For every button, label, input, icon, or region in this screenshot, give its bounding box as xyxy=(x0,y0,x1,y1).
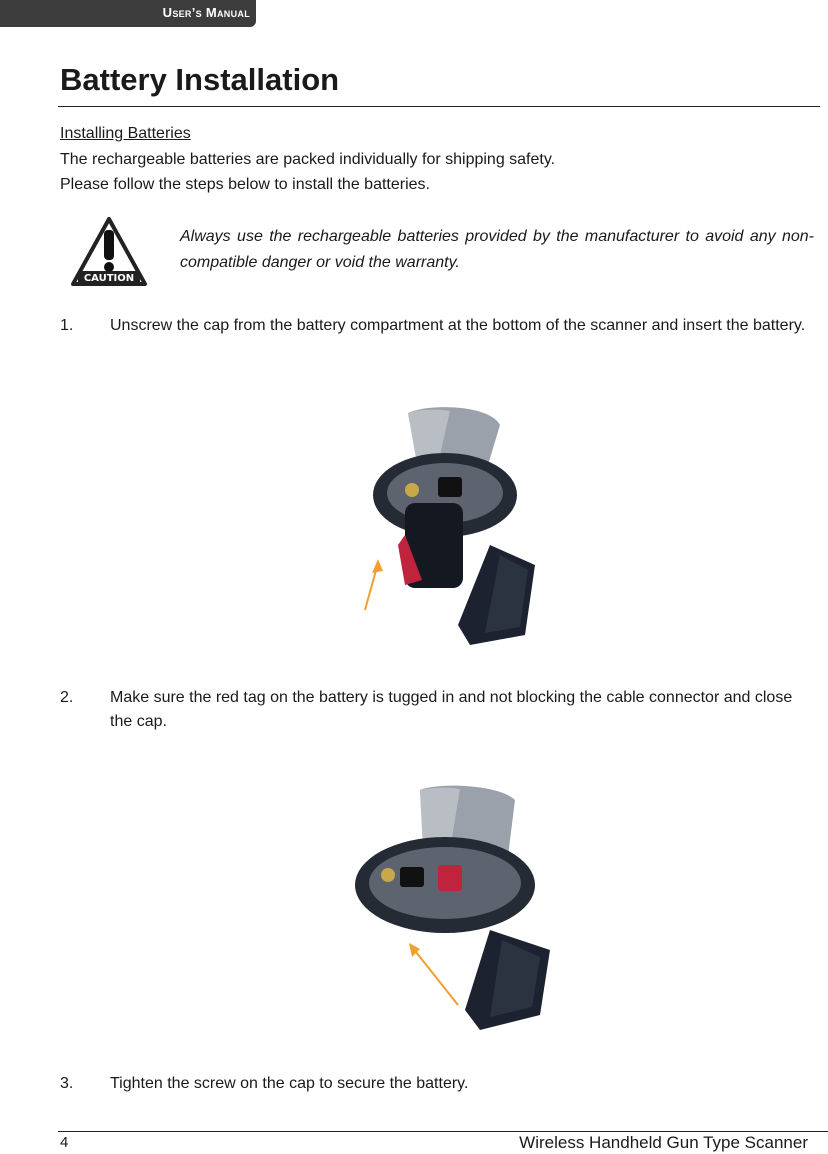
caution-icon-label: CAUTION xyxy=(83,273,135,284)
manual-header-tab xyxy=(0,0,256,27)
footer-product-title: Wireless Handheld Gun Type Scanner xyxy=(519,1133,808,1152)
arrow-line-2 xyxy=(412,947,458,1005)
step-number: 1. xyxy=(60,317,74,334)
step-text: Tighten the screw on the cap to secure the battery. xyxy=(110,1075,469,1092)
title-divider xyxy=(58,106,820,107)
section-subheading: Installing Batteries xyxy=(60,125,191,142)
page-number: 4 xyxy=(60,1134,69,1151)
step-2 xyxy=(60,686,820,736)
step-number: 3. xyxy=(60,1075,74,1092)
step-text: Make sure the red tag on the battery is tugged in and not blocking the cable connector and close the cap. xyxy=(110,689,793,730)
manual-label: User’s Manual xyxy=(162,5,250,20)
step-1 xyxy=(60,314,820,364)
footer-divider xyxy=(58,1131,828,1132)
step-text: Unscrew the cap from the battery compartment at the bottom of the scanner and insert the battery. xyxy=(110,317,806,334)
intro-line-1: The rechargeable batteries are packed individually for shipping safety. xyxy=(60,151,556,168)
caution-icon xyxy=(70,216,148,288)
battery-insert-photo xyxy=(350,405,560,660)
step-3 xyxy=(60,1072,820,1098)
caution-text: Always use the rechargeable batteries provided by the manufacturer to avoid any non-compatible danger or void the warranty. xyxy=(180,228,814,271)
arrow-head-1 xyxy=(372,559,383,573)
page-title: Battery Installation xyxy=(60,62,340,97)
cap-close-photo xyxy=(350,785,560,1035)
intro-line-2: Please follow the steps below to install the batteries. xyxy=(60,176,430,193)
step-number: 2. xyxy=(60,689,74,706)
